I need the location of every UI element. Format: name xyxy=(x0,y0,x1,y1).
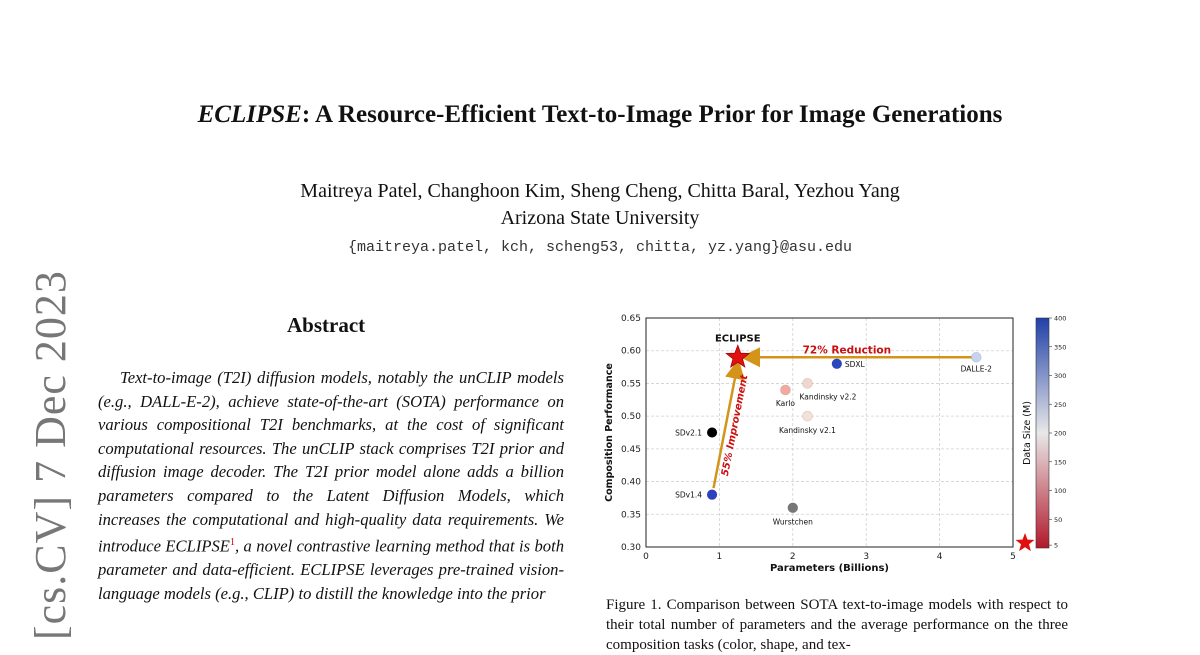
author-list: Maitreya Patel, Changhoon Kim, Sheng Cheng, Chitta Baral, Yezhou Yang xyxy=(300,180,900,202)
abstract-part-1: Text-to-image (T2I) diffusion models, notably the unCLIP models (e.g., DALL-E-2), achieve state-of-the-art (SOTA) performance on various compositional T2I benchmarks, at the cost of significant computational resources. The unCLIP stack comprises T2I prior and diffusion image decoder. The T2I prior model alone adds a billion parameters compared to the Latent Diffusion Models, which increases the computational and high-quality data requirements. We introduce ECLIPSE xyxy=(98,368,564,556)
figure-caption: Figure 1. Comparison between SOTA text-to-image models with respect to their total number of parameters and the average performance on the three composition tasks (color, shape, and tex- xyxy=(606,597,1068,653)
colorbar-tick-label: 200 xyxy=(1054,429,1067,438)
colorbar-tick-label: 150 xyxy=(1054,458,1067,467)
colorbar-tick-label: 350 xyxy=(1054,343,1067,352)
point-label-kandinsky-v2-1: Kandinsky v2.1 xyxy=(779,426,836,436)
point-kandinsky-v2-2 xyxy=(802,378,812,388)
footnote-marker[interactable]: 1 xyxy=(229,537,235,549)
colorbar-tick-label: 5 xyxy=(1054,541,1059,550)
colorbar-label: Data Size (M) xyxy=(1022,401,1033,465)
point-kandinsky-v2-1 xyxy=(802,411,812,421)
figure-1 xyxy=(600,308,1100,583)
affiliation: Arizona State University xyxy=(500,207,700,229)
x-tick-label: 2 xyxy=(789,552,796,562)
colorbar-tick-label: 300 xyxy=(1054,372,1067,380)
point-label-dalle-2: DALLE-2 xyxy=(960,364,992,374)
y-tick-label: 0.55 xyxy=(620,379,641,390)
x-tick-label: 1 xyxy=(716,552,723,562)
point-wurstchen xyxy=(788,503,798,513)
x-tick-label: 5 xyxy=(1010,552,1016,562)
colorbar-tick-label: 400 xyxy=(1054,314,1067,323)
point-label-kandinsky-v2-2: Kandinsky v2.2 xyxy=(799,392,857,402)
y-tick-label: 0.30 xyxy=(620,543,641,553)
colorbar-tick-label: 100 xyxy=(1054,487,1067,495)
y-tick-label: 0.45 xyxy=(620,444,641,455)
point-sdxl xyxy=(832,359,842,369)
author-emails: {maitreya.patel, kch, scheng53, chitta, yz.yang}@asu.edu xyxy=(347,239,853,256)
point-dalle-2 xyxy=(971,352,981,362)
abstract-heading: Abstract xyxy=(287,313,366,337)
improvement-annotation: 55% Improvement xyxy=(719,373,751,478)
point-sdv2-1 xyxy=(707,428,717,438)
corner-star-icon xyxy=(1016,533,1035,551)
point-eclipse-star xyxy=(726,345,749,367)
title-emphasis: ECLIPSE xyxy=(197,101,302,128)
scatter-chart xyxy=(600,308,1100,583)
y-tick-label: 0.60 xyxy=(620,346,641,357)
paper-title xyxy=(0,98,1200,132)
point-label-karlo: Karlo xyxy=(775,398,796,408)
point-sdv1-4 xyxy=(707,490,717,500)
point-label-eclipse: ECLIPSE xyxy=(714,333,761,345)
point-label-sdv1-4: SDv1.4 xyxy=(675,490,703,500)
y-tick-label: 0.40 xyxy=(620,477,641,488)
y-tick-label: 0.50 xyxy=(620,412,641,423)
x-axis-label: Parameters (Billions) xyxy=(769,563,890,574)
point-label-wurstchen: Wurstchen xyxy=(772,517,813,527)
arxiv-stamp: [cs.CV] 7 Dec 2023 xyxy=(26,270,75,640)
point-label-sdv2-1: SDv2.1 xyxy=(675,428,703,438)
point-karlo xyxy=(780,385,790,395)
abstract-part-2: , a novel contrastive learning method that is both parameter and data-efficient. ECLIPSE leverages pre-trained vision-language models (e.g., CLIP) to distill the knowledge into the prior xyxy=(98,536,565,603)
colorbar-tick-label: 50 xyxy=(1054,515,1063,524)
point-label-sdxl: SDXL xyxy=(844,359,865,369)
y-axis-label: Composition Performance xyxy=(604,363,615,502)
colorbar xyxy=(1036,318,1049,548)
x-tick-label: 0 xyxy=(643,552,649,562)
colorbar-tick-label: 250 xyxy=(1054,400,1067,409)
y-tick-label: 0.65 xyxy=(620,314,641,324)
x-tick-label: 3 xyxy=(863,552,870,562)
abstract-text xyxy=(98,366,564,605)
x-tick-label: 4 xyxy=(936,552,943,562)
title-rest: : A Resource-Efficient Text-to-Image Prior for Image Generations xyxy=(301,101,1003,128)
reduction-annotation: 72% Reduction xyxy=(802,344,892,357)
y-tick-label: 0.35 xyxy=(620,510,641,521)
